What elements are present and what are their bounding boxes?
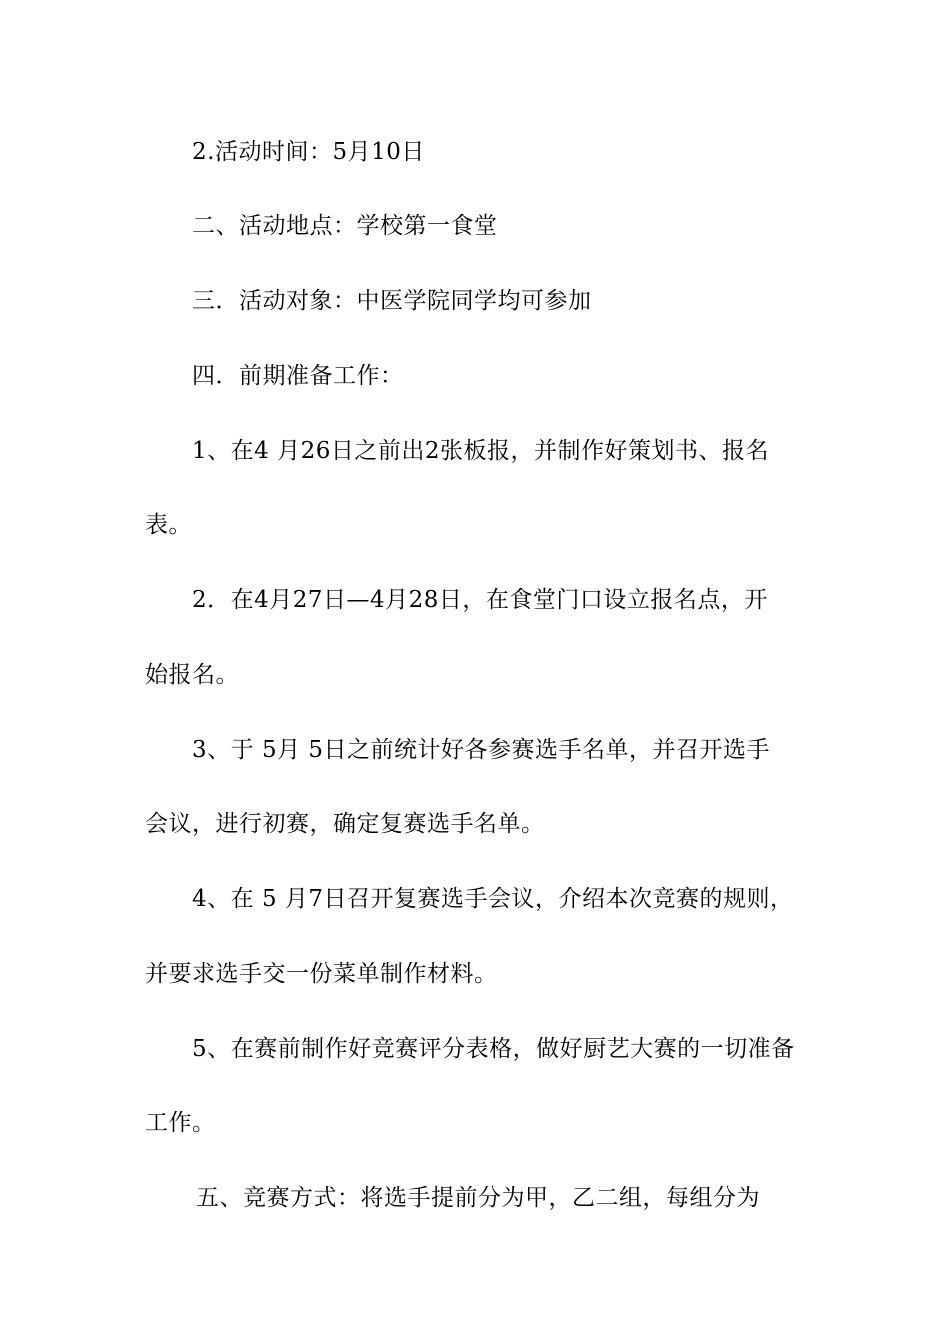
paragraph-activity-participants: 三．活动对象：中医学院同学均可参加 — [192, 288, 592, 314]
paragraph-line: 5、在赛前制作好竞赛评分表格，做好厨艺大赛的一切准备 — [192, 1036, 795, 1062]
section-heading-preparation: 四．前期准备工作： — [192, 363, 404, 389]
paragraph-activity-location: 二、活动地点：学校第一食堂 — [192, 213, 498, 239]
paragraph-line: 并要求选手交一份菜单制作材料。 — [145, 961, 498, 987]
paragraph-line: 表。 — [145, 512, 192, 538]
paragraph-activity-time: 2.活动时间：5月10日 — [192, 139, 425, 165]
section-heading-competition-format: 五、竞赛方式：将选手提前分为甲，乙二组，每组分为 — [196, 1185, 760, 1211]
paragraph-line: 工作。 — [145, 1110, 216, 1136]
paragraph-line: 始报名。 — [145, 662, 239, 688]
paragraph-line: 2．在4月27日—4月28日，在食堂门口设立报名点，开 — [192, 587, 768, 613]
paragraph-line: 3、于 5月 5日之前统计好各参赛选手名单，并召开选手 — [192, 737, 771, 763]
paragraph-line: 1、在4 月26日之前出2张板报，并制作好策划书、报名 — [192, 438, 769, 464]
paragraph-line: 4、在 5 月7日召开复赛选手会议，介绍本次竞赛的规则， — [192, 886, 794, 912]
paragraph-line: 会议，进行初赛，确定复赛选手名单。 — [145, 811, 545, 837]
